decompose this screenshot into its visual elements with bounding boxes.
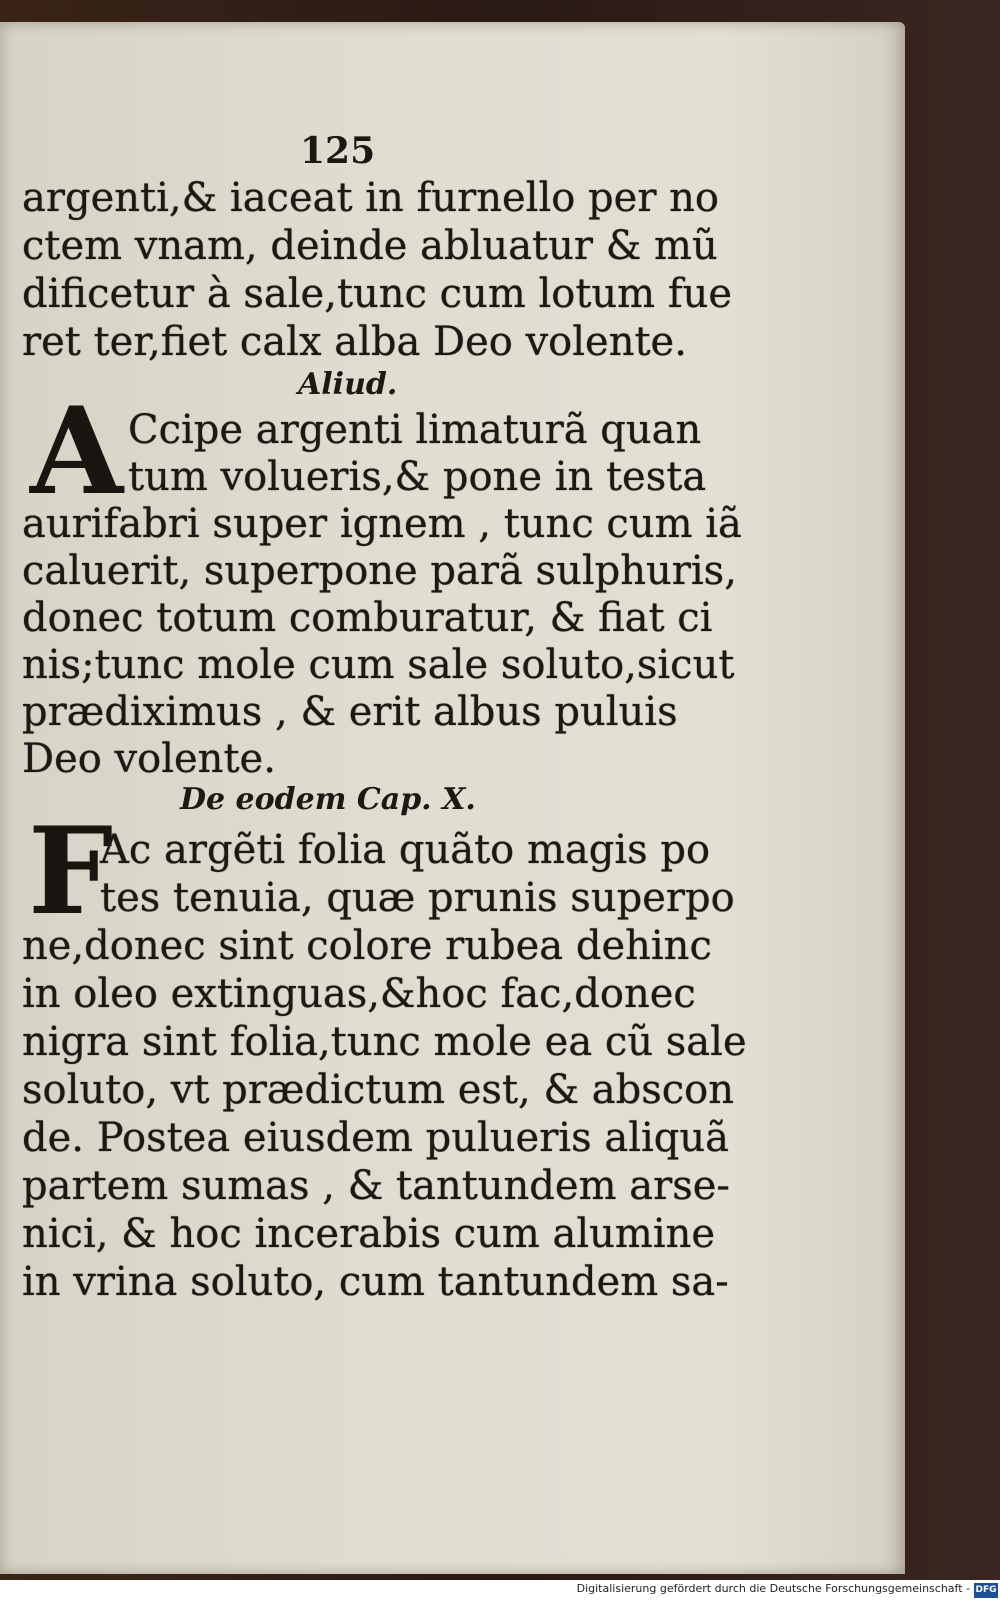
text-line: Deo volente. (22, 736, 276, 782)
drop-cap: A (30, 381, 124, 522)
text-line: tes tenuia, quæ prunis superpo (100, 875, 735, 921)
text-line: nis;tunc mole cum sale soluto,sicut (22, 642, 735, 688)
text-line: aurifabri super ignem , tunc cum iã (22, 501, 742, 547)
footer-credit: Digitalisierung gefördert durch die Deutsche Forschungsgemeinschaft - (576, 1582, 970, 1595)
text-line: in vrina soluto, cum tantundem sa- (22, 1259, 729, 1305)
text-line: ctem vnam, deinde abluatur & mũ (22, 223, 718, 269)
text-line: argenti,& iaceat in furnello per no (22, 175, 719, 221)
footer-bar (0, 1580, 1000, 1602)
text-line: prædiximus , & erit albus puluis (22, 689, 678, 735)
page-number: 125 (300, 130, 376, 172)
text-line: soluto, vt prædictum est, & abscon (22, 1067, 734, 1113)
text-line: dificetur à sale,tunc cum lotum fue (22, 271, 733, 317)
text-line: nici, & hoc incerabis cum alumine (22, 1211, 716, 1257)
text-line: Ac argẽti folia quãto magis po (100, 827, 711, 873)
text-line: nigra sint folia,tunc mole ea cũ sale (22, 1019, 747, 1065)
text-line: ret ter,fiet calx alba Deo volente. (22, 319, 687, 365)
dfg-logo-icon: DFG (974, 1583, 998, 1598)
chapter-heading: De eodem Cap. X. (180, 782, 476, 817)
text-line: Ccipe argenti limaturã quan (128, 407, 702, 453)
text-line: ne,donec sint colore rubea dehinc (22, 923, 712, 969)
text-line: de. Postea eiusdem pulueris aliquã (22, 1115, 729, 1161)
book-page (0, 22, 905, 1574)
text-line: in oleo extinguas,&hoc fac,donec (22, 971, 696, 1017)
drop-cap: F (28, 801, 114, 942)
text-line: donec totum comburatur, & fiat ci (22, 595, 713, 641)
section-heading: Aliud. (298, 367, 398, 402)
text-line: tum volueris,& pone in testa (128, 454, 707, 500)
text-line: partem sumas , & tantundem arse- (22, 1163, 730, 1209)
text-line: caluerit, superpone parã sulphuris, (22, 548, 737, 594)
